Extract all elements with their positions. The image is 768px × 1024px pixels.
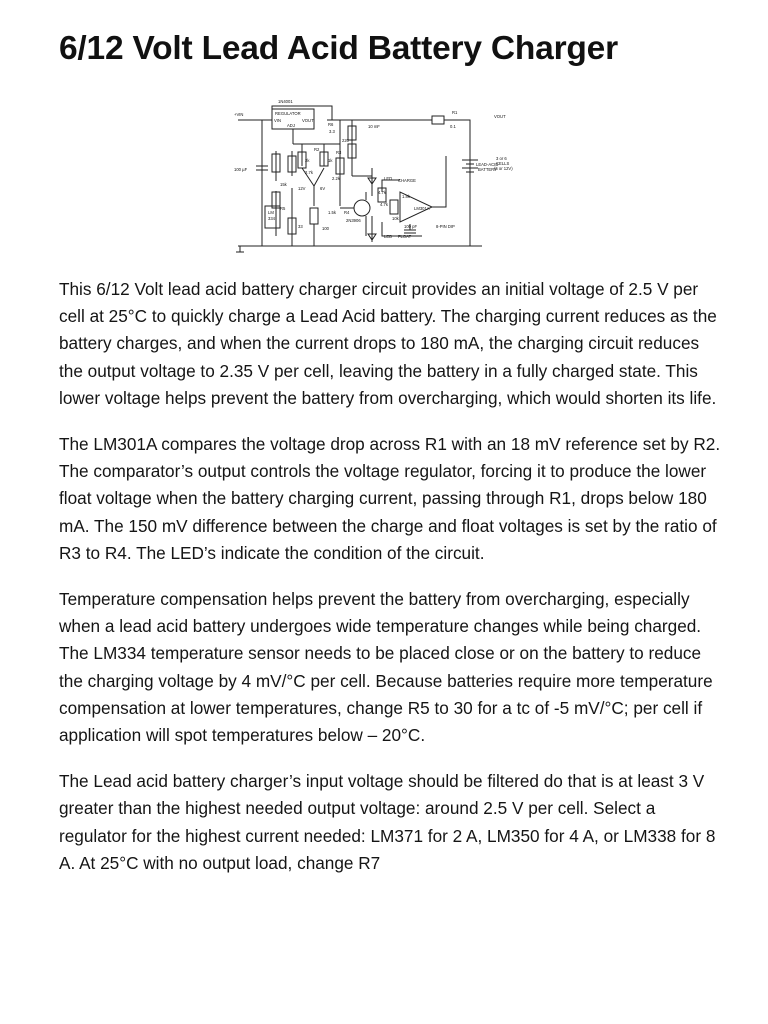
sch-cells-line3: (6 or 12V) [494,166,513,171]
sch-12v-label: 12V [298,186,306,191]
sch-vin-label: +VIN [234,112,244,117]
sch-6v-label: 6V [320,186,326,191]
paragraph: This 6/12 Volt lead acid battery charger circuit provides an initial voltage of 2.5 V per cell at 25°C to quickly charge a Lead Acid battery. The charging current reduces as the battery charges, and when the current drops to 180 mA, the charging circuit reduces the output voltage to 2.35 V per cell, leaving the battery in a fully charged state. This lower voltage helps prevent the battery from overcharging, which would shorten its life. [59,279,717,408]
sch-r2k-value: 2k [305,158,310,163]
sch-vout-label: VOUT [494,114,506,119]
sch-led-top-label: LED [384,176,393,181]
sch-regulator-label: REGULATOR [275,111,301,116]
sch-r15k-value: 1.5k [328,210,336,215]
sch-r1-value: 0.1 [450,124,456,129]
sch-dip-label: 8-PIN DIP [436,224,455,229]
sch-r100-value: 100 [322,226,329,231]
sch-cap-top-label: 10 mF [368,124,380,129]
sch-vin-pin-label: VIN [274,118,281,123]
paragraph: The LM301A compares the voltage drop across R1 with an 18 mV reference set by R2. The comparator’s output controls the voltage regulator, forcing it to produce the lower float voltage when the battery charging current, passing through R1, drops below 180 mA. The 150 mV difference between the charge and float voltages is set by the ratio of R3 to R4. The LED’s indicate the condition of the circuit. [59,434,721,563]
sch-r6-label: R6 [328,122,334,127]
sch-led-bottom-label: LED [384,234,393,239]
page-title: 6/12 Volt Lead Acid Battery Charger [59,30,618,67]
sch-charge-label: CHARGE [398,178,416,183]
sch-r3-label: R3 [336,150,342,155]
sch-r33-value: 33 [298,224,303,229]
sch-cells-line1: 3 or 6 [496,156,507,161]
sch-battery-line2: BATTERY [478,167,497,172]
sch-r47k-b-value: 4.7k [380,202,388,207]
schematic-drawing [232,96,515,254]
sch-r4-label: R4 [344,210,350,215]
sch-adj-label: ADJ [287,123,295,128]
sch-float-label: FLOAT [398,234,412,239]
sch-diode-label: 1N4001 [278,99,293,104]
paragraph: Temperature compensation helps prevent the battery from overcharging, especially when a lead acid battery undergoes wide temperature changes while being charged. The LM334 temperature sensor needs to be placed close or on the battery to reduce the charging voltage by 4 mV/°C per cell. Because batteries require more temperature compensation at lower temperatures, change R5 to 30 for a tc of -5 mV/°C; per cell if application will spot temperatures below – 20°C. [59,589,713,746]
paragraph: The Lead acid battery charger’s input voltage should be filtered do that is at least 3 V greater than the highest needed output voltage: around 2.5 V per cell. Select a regulator for the highest current needed: LM371 for 2 A, LM350 for 4 A, or LM338 for 8 A. At 25°C with no output load, change R7 [59,771,716,873]
sch-r2-label: R2 [314,147,320,152]
sch-cap-opamp-label: 100 pF [404,224,418,229]
sch-r22k-value: 2.2k [332,176,340,181]
article-body [59,276,727,896]
sch-vout-pin-label: VOUT [302,118,314,123]
sch-r5-value: 15k [280,182,287,187]
sch-r1k-value: 1k [328,158,333,163]
sch-r6-value: 3.3 [329,129,335,134]
sch-r5-label: R5 [280,206,286,211]
circuit-schematic [232,96,515,254]
sch-r18k-value: 1.8k [402,194,410,199]
sch-r47k-a-value: 4.7k [378,190,386,195]
sch-cells-line2: CELLS [496,161,510,166]
sch-battery-line1: LEAD-ACID [476,162,499,167]
sch-r1-label: R1 [452,110,458,115]
sch-cap-left-label: 100 µF [234,167,248,172]
sch-transistor-label: 2N3906 [346,218,361,223]
sch-r220-value: 220 [342,138,349,143]
sch-opamp-label: LM301A [414,206,430,211]
sch-r27k-value: 2.7k [305,170,313,175]
sch-lm334-line1: LM [268,210,274,215]
sch-r10k-value: 10k [392,216,399,221]
sch-lm334-line2: 334 [268,216,275,221]
